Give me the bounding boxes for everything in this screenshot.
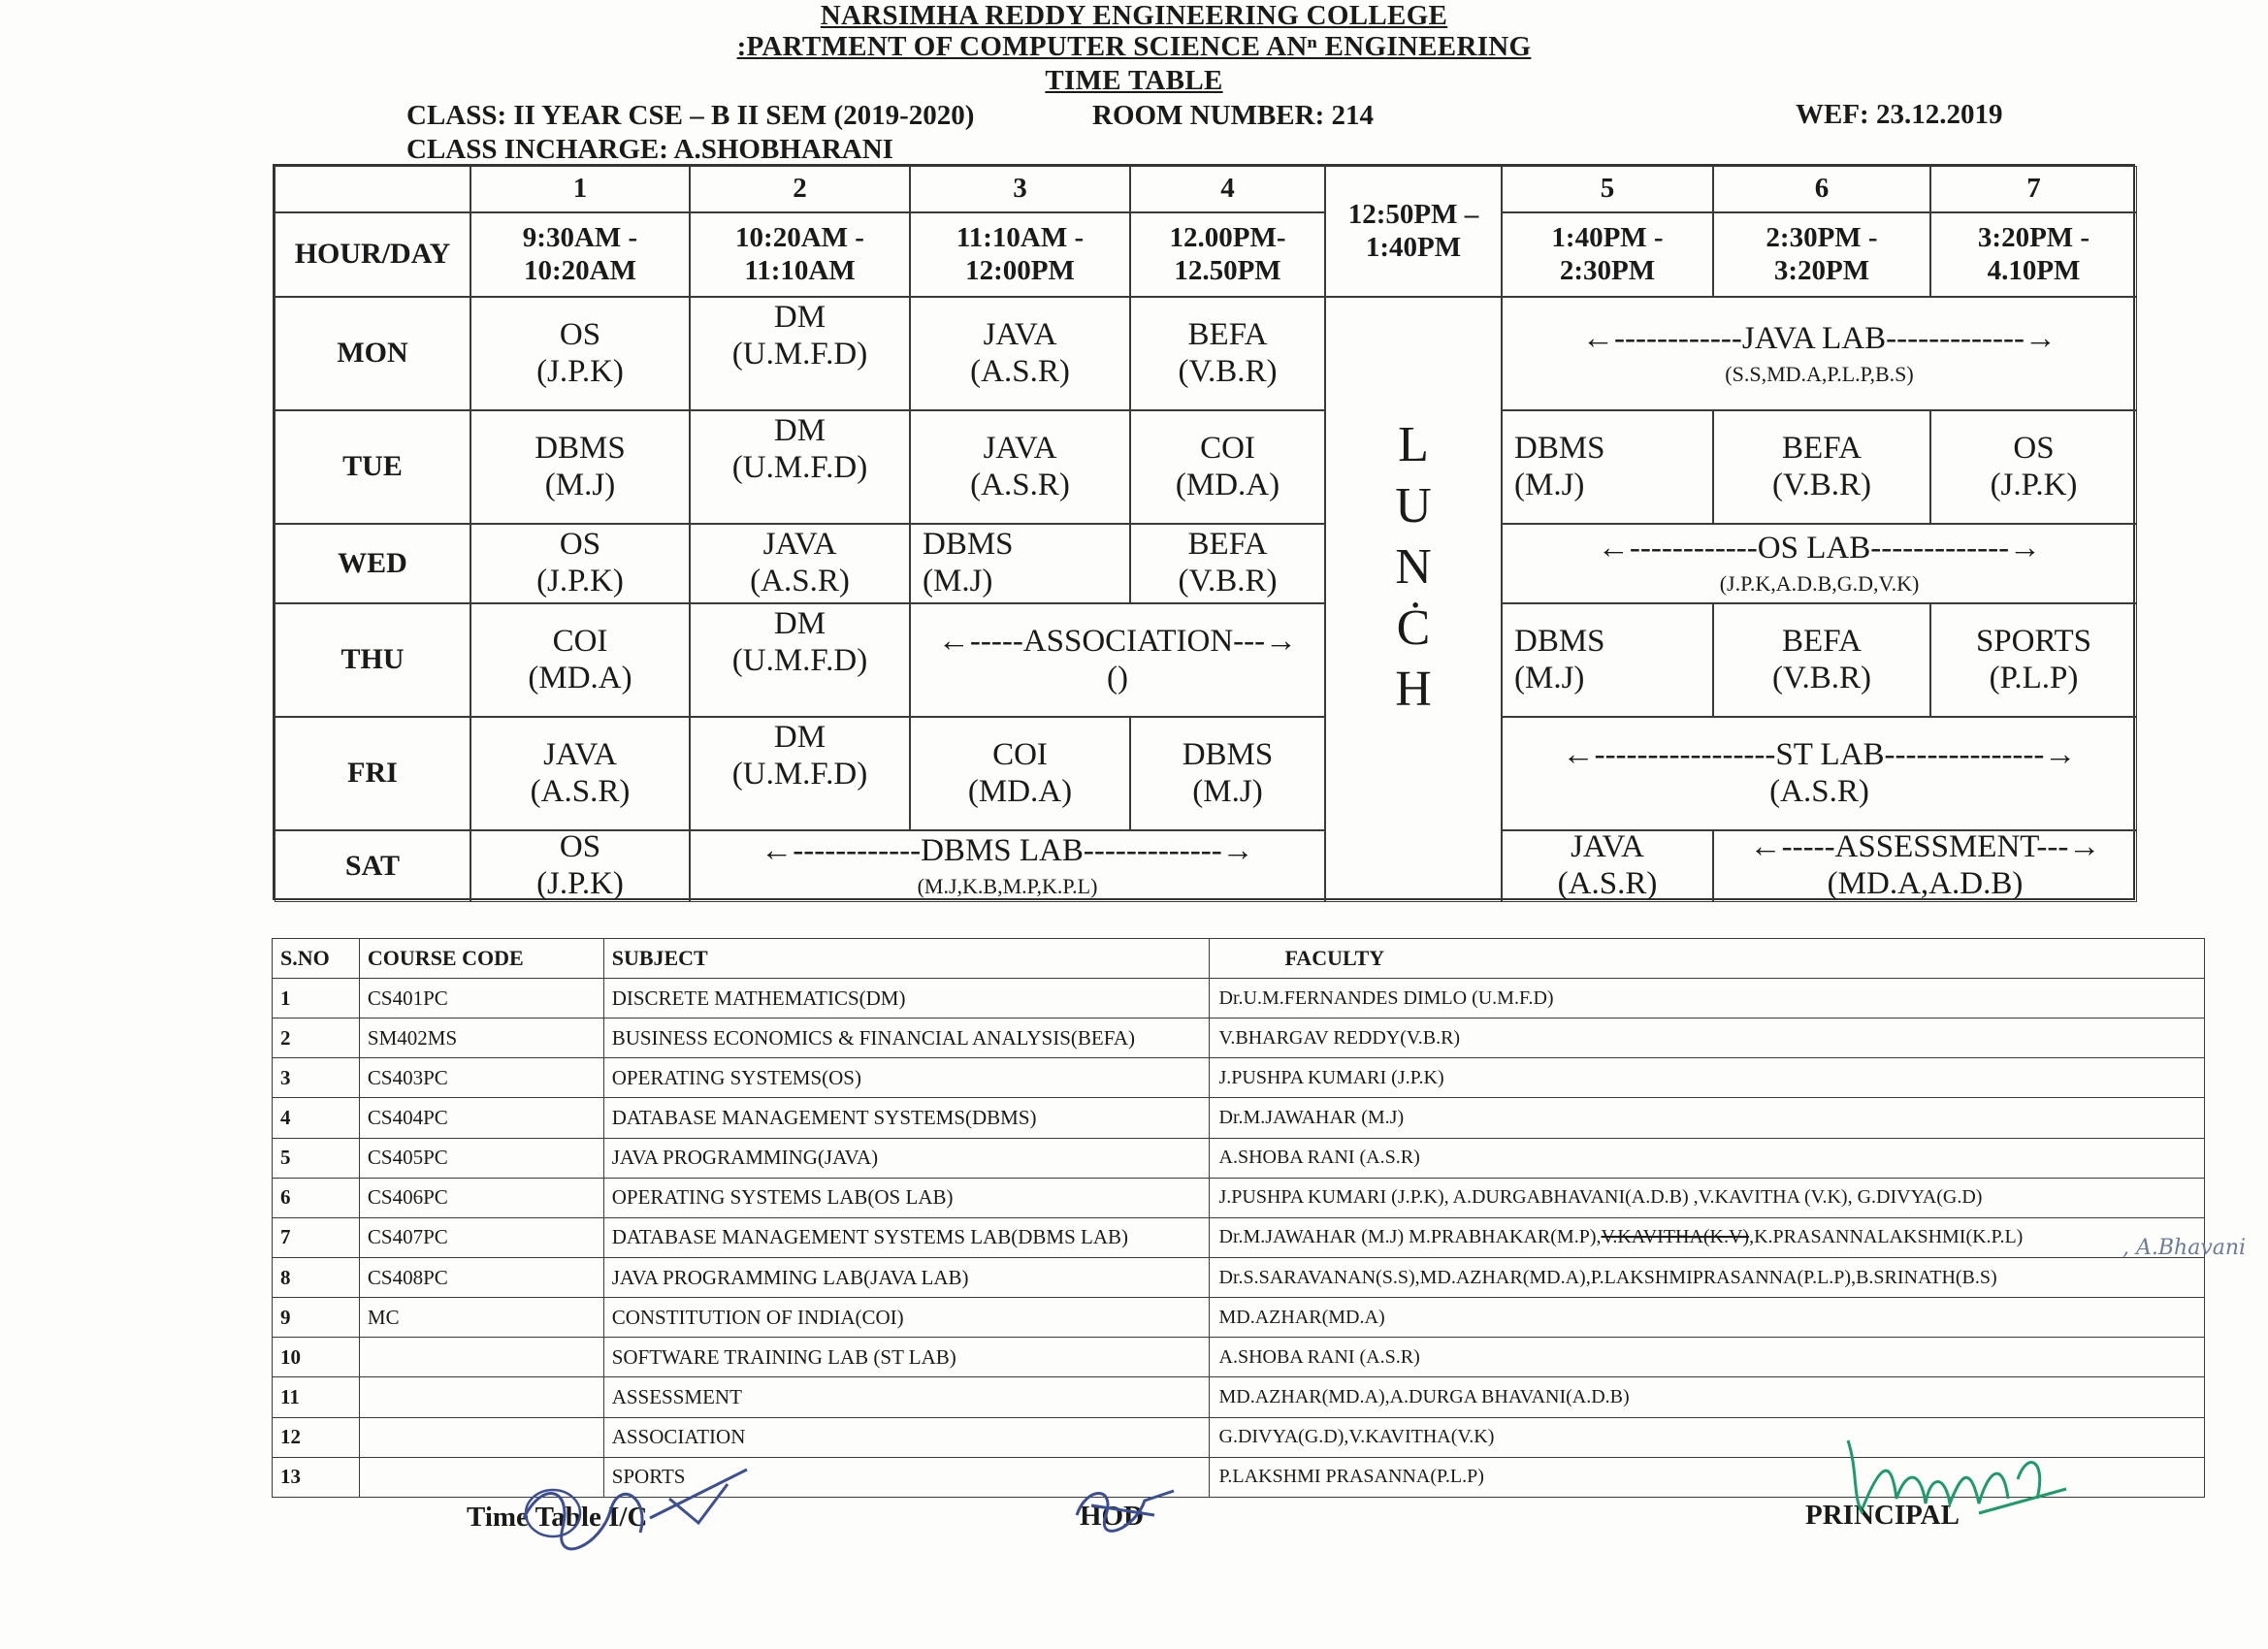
- hod-signature-label: HOD: [1080, 1501, 1145, 1532]
- subject-cell: ASSOCIATION: [603, 1417, 1209, 1457]
- faculty-name-tail: ,K.PRASANNALAKSHMI(K.P.L): [1749, 1226, 2024, 1248]
- subject-cell: DISCRETE MATHEMATICS(DM): [603, 979, 1209, 1018]
- timetable-grid: [273, 164, 2135, 900]
- course-row: [273, 1257, 2205, 1297]
- period-number: 4: [1130, 166, 1325, 212]
- serial-number-cell: 9: [273, 1298, 360, 1338]
- slot-cell: DM (U.M.F.D): [690, 297, 910, 410]
- course-row: [273, 979, 2205, 1018]
- slot-cell: DM (U.M.F.D): [690, 603, 910, 717]
- faculty-cell: A.SHOBA RANI (A.S.R): [1209, 1338, 2205, 1377]
- serial-number-cell: 1: [273, 979, 360, 1018]
- course-row: [273, 1338, 2205, 1377]
- subject-cell: JAVA PROGRAMMING(JAVA): [603, 1138, 1209, 1178]
- struck-faculty-name: V.KAVITHA(K.V): [1601, 1226, 1750, 1248]
- slot-cell: SPORTS (P.L.P): [1930, 603, 2137, 717]
- hod-signature: [1067, 1476, 1183, 1535]
- slot-cell: BEFA (V.B.R): [1130, 297, 1325, 410]
- faculty-cell: Dr.M.JAWAHAR (M.J): [1209, 1098, 2205, 1138]
- room-number: ROOM NUMBER: 214: [1092, 100, 1374, 131]
- course-row: [273, 1058, 2205, 1098]
- serial-number-cell: 13: [273, 1457, 360, 1497]
- course-row: [273, 1098, 2205, 1138]
- slot-cell: JAVA (A.S.R): [1502, 830, 1713, 902]
- faculty-cell: MD.AZHAR(MD.A): [1209, 1298, 2205, 1338]
- wef-date: WEF: 23.12.2019: [1796, 99, 2003, 130]
- course-code-cell: CS408PC: [359, 1257, 603, 1297]
- slot-cell: DM (U.M.F.D): [690, 410, 910, 524]
- faculty-cell: Dr.S.SARAVANAN(S.S),MD.AZHAR(MD.A),P.LAKSHMIPRASANNA(P.L.P),B.SRINATH(B.S): [1209, 1257, 2205, 1297]
- timetable-incharge-signature: [504, 1460, 757, 1552]
- slot-cell: DBMS (M.J): [1502, 410, 1713, 524]
- course-code-cell: MC: [359, 1298, 603, 1338]
- day-label: WED: [275, 524, 470, 603]
- serial-number-cell: 12: [273, 1417, 360, 1457]
- day-label: FRI: [275, 717, 470, 830]
- faculty-cell: Dr.U.M.FERNANDES DIMLO (U.M.F.D): [1209, 979, 2205, 1018]
- slot-cell: OS (J.P.K): [470, 830, 690, 902]
- lunch-time-end: 1:40PM: [1365, 231, 1462, 263]
- day-label: SAT: [275, 830, 470, 902]
- day-label: TUE: [275, 410, 470, 524]
- course-row: [273, 1178, 2205, 1217]
- faculty-cell: G.DIVYA(G.D),V.KAVITHA(V.K): [1209, 1417, 2205, 1457]
- lunch-column: [1325, 297, 1502, 902]
- lunch-letter: L: [1398, 417, 1429, 472]
- serial-number-cell: 3: [273, 1058, 360, 1098]
- course-code-cell: SM402MS: [359, 1018, 603, 1058]
- association-slot: ←-----ASSOCIATION---→ (): [910, 603, 1325, 717]
- faculty-cell: Dr.M.JAWAHAR (M.J) M.PRABHAKAR(M.P),V.KAVITHA(K.V),K.PRASANNALAKSHMI(K.P.L): [1209, 1217, 2205, 1257]
- period-time: 11:10AM - 12:00PM: [910, 212, 1130, 297]
- slot-cell: BEFA (V.B.R): [1713, 603, 1930, 717]
- period-number: 2: [690, 166, 910, 212]
- period-number: 3: [910, 166, 1130, 212]
- course-code-cell: CS404PC: [359, 1098, 603, 1138]
- lab-slot: ←------------DBMS LAB-------------→ (M.J,K.B,M.P,K.P.L): [690, 830, 1325, 902]
- slot-cell: OS (J.P.K): [470, 297, 690, 410]
- course-row: [273, 1217, 2205, 1257]
- subject-cell: OPERATING SYSTEMS(OS): [603, 1058, 1209, 1098]
- day-label: THU: [275, 603, 470, 717]
- slot-cell: BEFA (V.B.R): [1130, 524, 1325, 603]
- subject-cell: DATABASE MANAGEMENT SYSTEMS LAB(DBMS LAB): [603, 1217, 1209, 1257]
- faculty-cell: MD.AZHAR(MD.A),A.DURGA BHAVANI(A.D.B): [1209, 1377, 2205, 1417]
- faculty-cell: J.PUSHPA KUMARI (J.P.K): [1209, 1058, 2205, 1098]
- principal-signature-label: PRINCIPAL: [1805, 1500, 1960, 1531]
- slot-cell: COI (MD.A): [910, 717, 1130, 830]
- slot-cell: JAVA (A.S.R): [910, 410, 1130, 524]
- course-code-cell: [359, 1377, 603, 1417]
- lunch-letter: U: [1395, 478, 1432, 534]
- lunch-letter: H: [1395, 662, 1432, 717]
- lab-slot: ←------------JAVA LAB-------------→ (S.S,MD.A,P.L.P,B.S): [1502, 297, 2137, 410]
- course-row: [273, 1377, 2205, 1417]
- timetable-incharge-signature-label: Time Table I/C: [467, 1502, 648, 1533]
- assessment-slot: ←-----ASSESSMENT---→ (MD.A,A.D.B): [1713, 830, 2137, 902]
- course-table-header: [273, 939, 2205, 979]
- serial-number-cell: 7: [273, 1217, 360, 1257]
- slot-cell: JAVA (A.S.R): [470, 717, 690, 830]
- course-row: [273, 1138, 2205, 1178]
- lunch-time-cell: [1325, 166, 1502, 297]
- slot-cell: DM (U.M.F.D): [690, 717, 910, 830]
- slot-cell: DBMS (M.J): [1130, 717, 1325, 830]
- period-time: 12.00PM- 12.50PM: [1130, 212, 1325, 297]
- lunch-time-start: 12:50PM –: [1347, 199, 1479, 231]
- slot-cell: JAVA (A.S.R): [690, 524, 910, 603]
- day-label: MON: [275, 297, 470, 410]
- document-title: TIME TABLE: [1045, 65, 1223, 96]
- serial-number-cell: 8: [273, 1257, 360, 1297]
- slot-cell: OS (J.P.K): [470, 524, 690, 603]
- course-code-cell: CS406PC: [359, 1178, 603, 1217]
- period-number: 6: [1713, 166, 1930, 212]
- subject-cell: DATABASE MANAGEMENT SYSTEMS(DBMS): [603, 1098, 1209, 1138]
- class-incharge: CLASS INCHARGE: A.SHOBHARANI: [406, 134, 893, 165]
- subject-cell: OPERATING SYSTEMS LAB(OS LAB): [603, 1178, 1209, 1217]
- period-number: 5: [1502, 166, 1713, 212]
- serial-number-cell: 4: [273, 1098, 360, 1138]
- subject-cell: CONSTITUTION OF INDIA(COI): [603, 1298, 1209, 1338]
- period-time: 2:30PM - 3:20PM: [1713, 212, 1930, 297]
- period-time: 9:30AM - 10:20AM: [470, 212, 690, 297]
- slot-cell: DBMS (M.J): [910, 524, 1130, 603]
- slot-cell: BEFA (V.B.R): [1713, 410, 1930, 524]
- lab-slot: ←-----------------ST LAB---------------→ (A.S.R): [1502, 717, 2137, 830]
- slot-cell: OS (J.P.K): [1930, 410, 2137, 524]
- hour-day-label: HOUR/DAY: [275, 212, 470, 297]
- course-row: [273, 1018, 2205, 1058]
- serial-number-cell: 2: [273, 1018, 360, 1058]
- handwritten-note: , A.Bhavani: [2122, 1236, 2247, 1260]
- subject-cell: JAVA PROGRAMMING LAB(JAVA LAB): [603, 1257, 1209, 1297]
- column-header: FACULTY: [1209, 939, 2205, 979]
- serial-number-cell: 10: [273, 1338, 360, 1377]
- period-number: 7: [1930, 166, 2137, 212]
- faculty-cell: P.LAKSHMI PRASANNA(P.L.P): [1209, 1457, 2205, 1497]
- subject-cell: BUSINESS ECONOMICS & FINANCIAL ANALYSIS(BEFA): [603, 1018, 1209, 1058]
- college-name: NARSIMHA REDDY ENGINEERING COLLEGE: [820, 0, 1448, 31]
- course-code-cell: [359, 1338, 603, 1377]
- subject-cell: SOFTWARE TRAINING LAB (ST LAB): [603, 1338, 1209, 1377]
- course-code-cell: CS407PC: [359, 1217, 603, 1257]
- slot-cell: DBMS (M.J): [1502, 603, 1713, 717]
- lunch-letter: N: [1395, 539, 1432, 595]
- faculty-cell: J.PUSHPA KUMARI (J.P.K), A.DURGABHAVANI(A.D.B) ,V.KAVITHA (V.K), G.DIVYA(G.D): [1209, 1178, 2205, 1217]
- faculty-cell: V.BHARGAV REDDY(V.B.R): [1209, 1018, 2205, 1058]
- course-table: [272, 938, 2205, 1498]
- corner-cell: [275, 166, 470, 212]
- lunch-letter: Ċ: [1396, 600, 1431, 656]
- slot-cell: JAVA (A.S.R): [910, 297, 1130, 410]
- course-table-body: [273, 979, 2205, 1498]
- course-code-cell: CS403PC: [359, 1058, 603, 1098]
- column-header: COURSE CODE: [359, 939, 603, 979]
- faculty-cell: A.SHOBA RANI (A.S.R): [1209, 1138, 2205, 1178]
- period-time: 10:20AM - 11:10AM: [690, 212, 910, 297]
- subject-cell: SPORTS: [603, 1457, 1209, 1497]
- class-info: CLASS: II YEAR CSE – B II SEM (2019-2020): [406, 100, 975, 131]
- subject-cell: ASSESSMENT: [603, 1377, 1209, 1417]
- slot-cell: COI (MD.A): [1130, 410, 1325, 524]
- period-time: 1:40PM - 2:30PM: [1502, 212, 1713, 297]
- lab-slot: ←------------OS LAB-------------→ (J.P.K,A.D.B,G.D,V.K): [1502, 524, 2137, 603]
- course-code-cell: CS401PC: [359, 979, 603, 1018]
- course-code-cell: [359, 1417, 603, 1457]
- period-number: 1: [470, 166, 690, 212]
- course-code-cell: CS405PC: [359, 1138, 603, 1178]
- column-header: S.NO: [273, 939, 360, 979]
- slot-cell: COI (MD.A): [470, 603, 690, 717]
- principal-signature: [1833, 1421, 2086, 1518]
- course-row: [273, 1298, 2205, 1338]
- column-header: SUBJECT: [603, 939, 1209, 979]
- period-time: 3:20PM - 4.10PM: [1930, 212, 2137, 297]
- serial-number-cell: 6: [273, 1178, 360, 1217]
- serial-number-cell: 11: [273, 1377, 360, 1417]
- department-name: :PARTMENT OF COMPUTER SCIENCE ANⁿ ENGINEERING: [736, 31, 1532, 62]
- slot-cell: DBMS (M.J): [470, 410, 690, 524]
- serial-number-cell: 5: [273, 1138, 360, 1178]
